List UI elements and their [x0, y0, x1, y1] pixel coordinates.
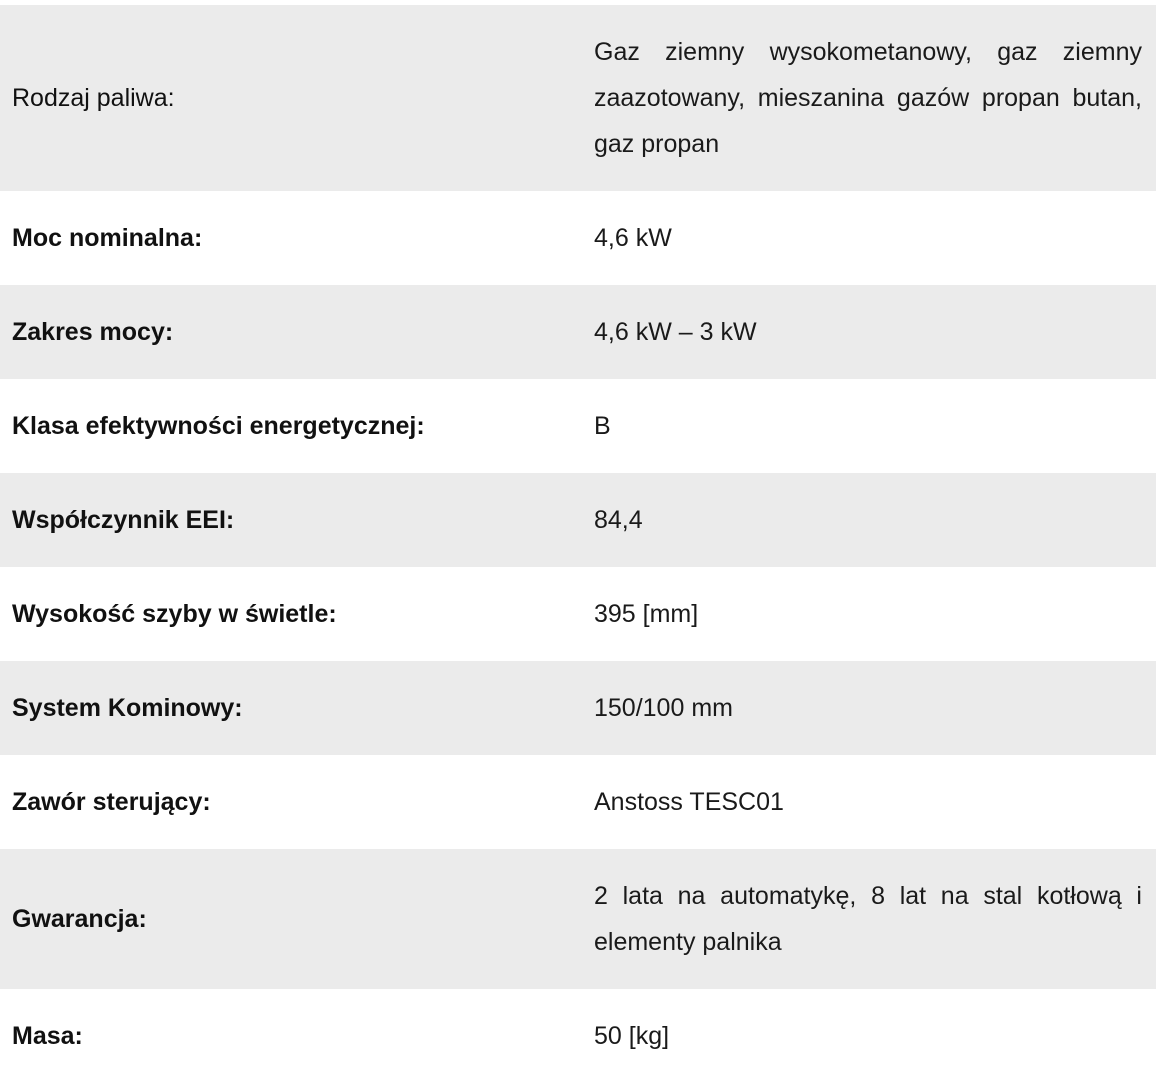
spec-value: B — [594, 412, 611, 440]
spec-row-glass-height — [0, 567, 1156, 661]
spec-table — [0, 5, 1156, 1083]
spec-value: Anstoss TESC01 — [594, 788, 784, 816]
spec-value: 4,6 kW – 3 kW — [594, 318, 757, 346]
spec-label: Wysokość szyby w świetle: — [12, 600, 337, 628]
spec-row-energy-class — [0, 379, 1156, 473]
spec-label: Gwarancja: — [12, 905, 147, 933]
spec-label: Moc nominalna: — [12, 224, 203, 252]
spec-row-flue-system — [0, 661, 1156, 755]
spec-row-control-valve — [0, 755, 1156, 849]
spec-value: 50 [kg] — [594, 1022, 670, 1050]
spec-row-warranty — [0, 849, 1156, 989]
spec-row-eei — [0, 473, 1156, 567]
spec-value: 150/100 mm — [594, 694, 733, 722]
spec-label: Zakres mocy: — [12, 318, 174, 346]
spec-label: Zawór sterujący: — [12, 788, 211, 816]
spec-row-fuel-type — [0, 5, 1156, 191]
spec-label: System Kominowy: — [12, 694, 243, 722]
spec-value: 84,4 — [594, 506, 643, 534]
spec-label: Współczynnik EEI: — [12, 506, 235, 534]
spec-label: Masa: — [12, 1022, 83, 1050]
spec-value: 4,6 kW — [594, 224, 672, 252]
spec-row-power-range — [0, 285, 1156, 379]
spec-value: 2 lata na automatykę, 8 lat na stal kotłową i elementy palnika — [594, 882, 1142, 956]
spec-label: Rodzaj paliwa: — [12, 84, 175, 112]
spec-row-mass — [0, 989, 1156, 1083]
spec-value: 395 [mm] — [594, 600, 699, 628]
spec-value: Gaz ziemny wysokometanowy, gaz ziemny zaazotowany, mieszanina gazów propan butan, gaz propan — [594, 38, 1142, 158]
spec-label: Klasa efektywności energetycznej: — [12, 412, 425, 440]
spec-row-nominal-power — [0, 191, 1156, 285]
